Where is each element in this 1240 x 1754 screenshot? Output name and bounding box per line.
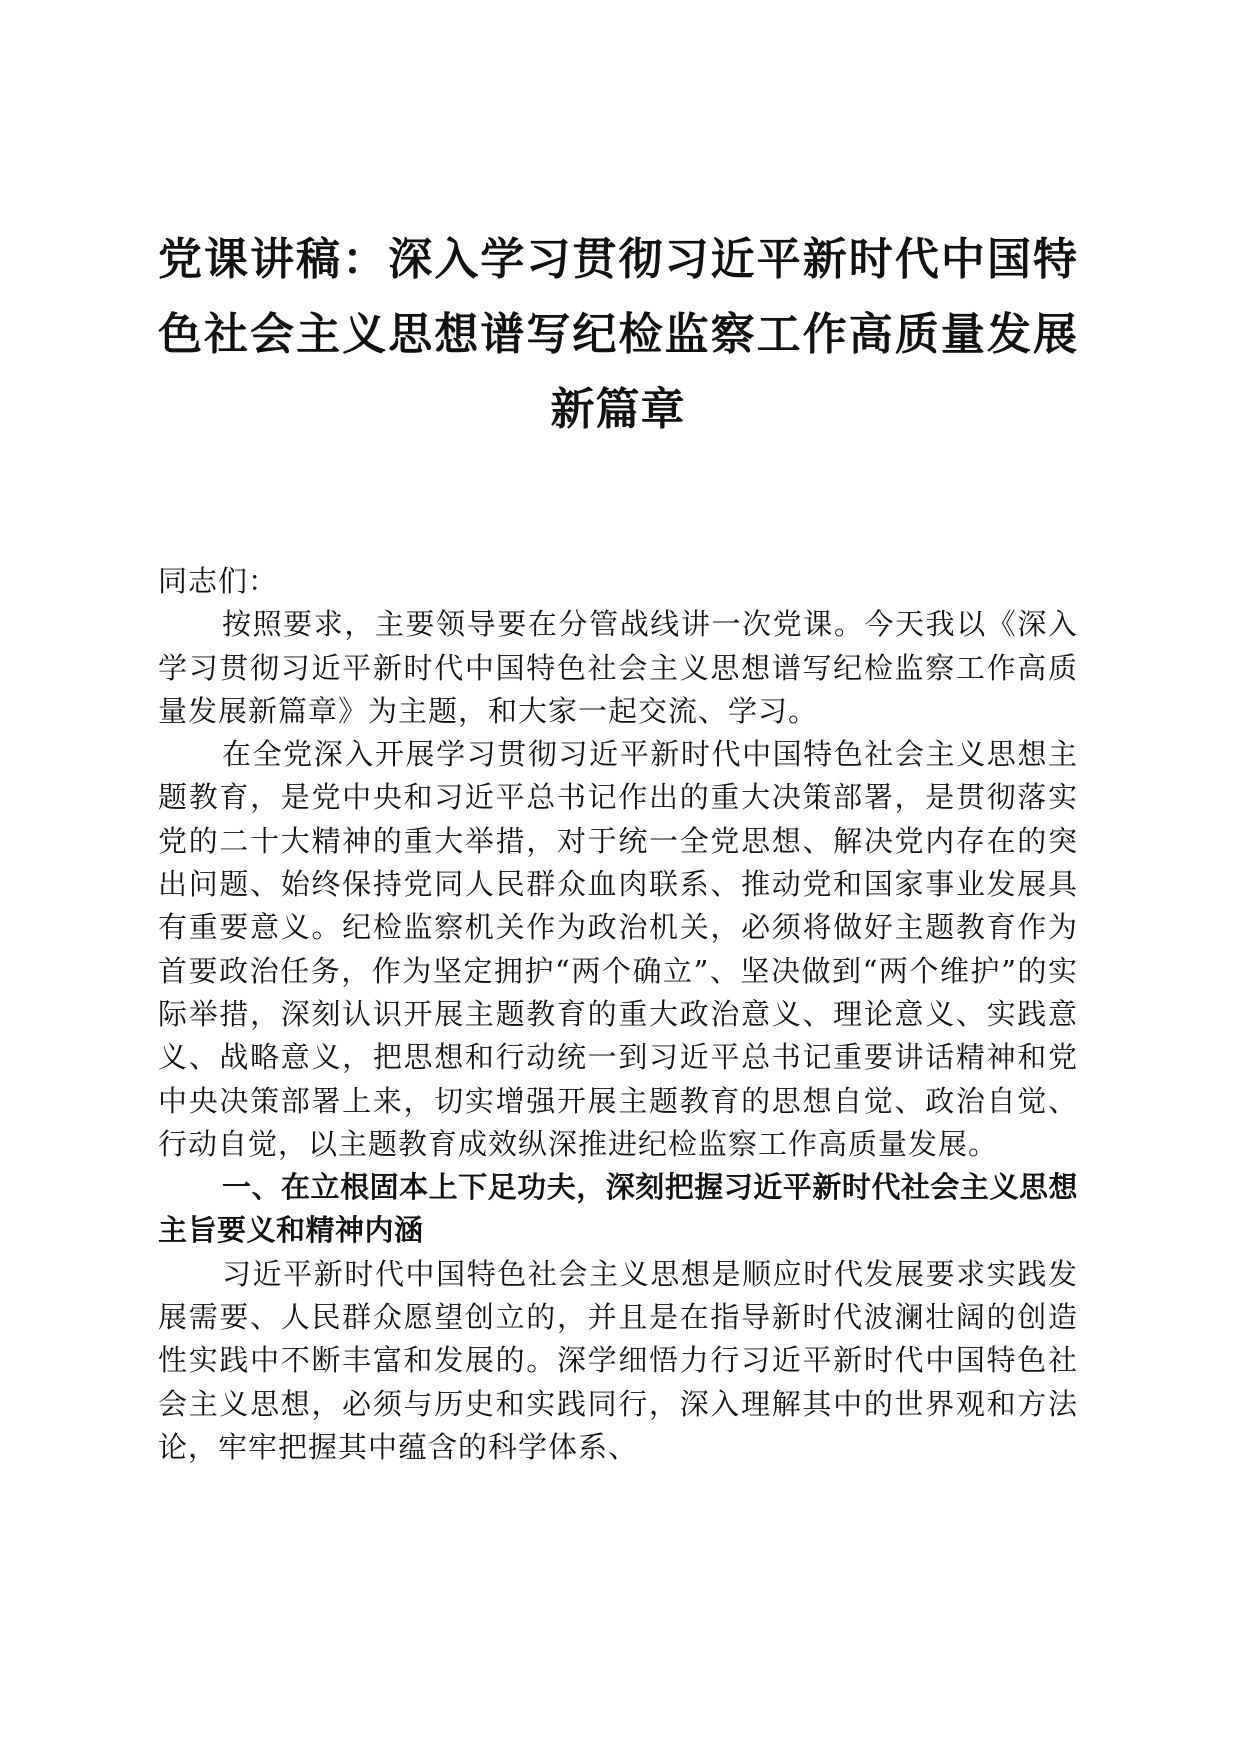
- paragraph-intro: 按照要求，主要领导要在分管战线讲一次党课。今天我以《深入学习贯彻习近平新时代中国特色社会主义思想谱写纪检监察工作高质量发展新篇章》为主题，和大家一起交流、学习。: [158, 607, 1078, 728]
- paragraph-background: 在全党深入开展学习贯彻习近平新时代中国特色社会主义思想主题教育，是党中央和习近平总书记作出的重大决策部署，是贯彻落实党的二十大精神的重大举措，对于统一全党思想、解决党内存在的突出问题、始终保持党同人民群众血肉联系、推动党和国家事业发展具有重要意义。纪检监察机关作为政治机关，必须将做好主题教育作为首要政治任务，作为坚定拥护“两个确立”、坚决做到“两个维护”的实际举措，深刻认识开展主题教育的重大政治意义、理论意义、实践意义、战略意义，把思想和行动统一到习近平总书记重要讲话精神和党中央决策部署上来，切实增强开展主题教育的思想自觉、政治自觉、行动自觉，以主题教育成效纵深推进纪检监察工作高质量发展。: [158, 737, 1078, 1161]
- salutation: 同志们：: [158, 564, 279, 598]
- title-line-2: 色社会主义思想谱写纪检监察工作高质量发展: [158, 309, 1078, 360]
- document-body: [158, 560, 1078, 1469]
- title-line-1: 党课讲稿：深入学习贯彻习近平新时代中国特: [158, 234, 1078, 285]
- document-title: [158, 222, 1078, 447]
- title-line-3: 新篇章: [550, 384, 686, 435]
- section-paragraph-1: 习近平新时代中国特色社会主义思想是顺应时代发展要求实践发展需要、人民群众愿望创立的，并且是在指导新时代波澜壮阔的创造性实践中不断丰富和发展的。深学细悟力行习近平新时代中国特色社会主义思想，必须与历史和实践同行，深入理解其中的世界观和方法论，牢牢把握其中蕴含的科学体系、: [158, 1256, 1078, 1464]
- section-heading-1: 一、在立根固本上下足功夫，深刻把握习近平新时代社会主义思想主旨要义和精神内涵: [158, 1170, 1078, 1248]
